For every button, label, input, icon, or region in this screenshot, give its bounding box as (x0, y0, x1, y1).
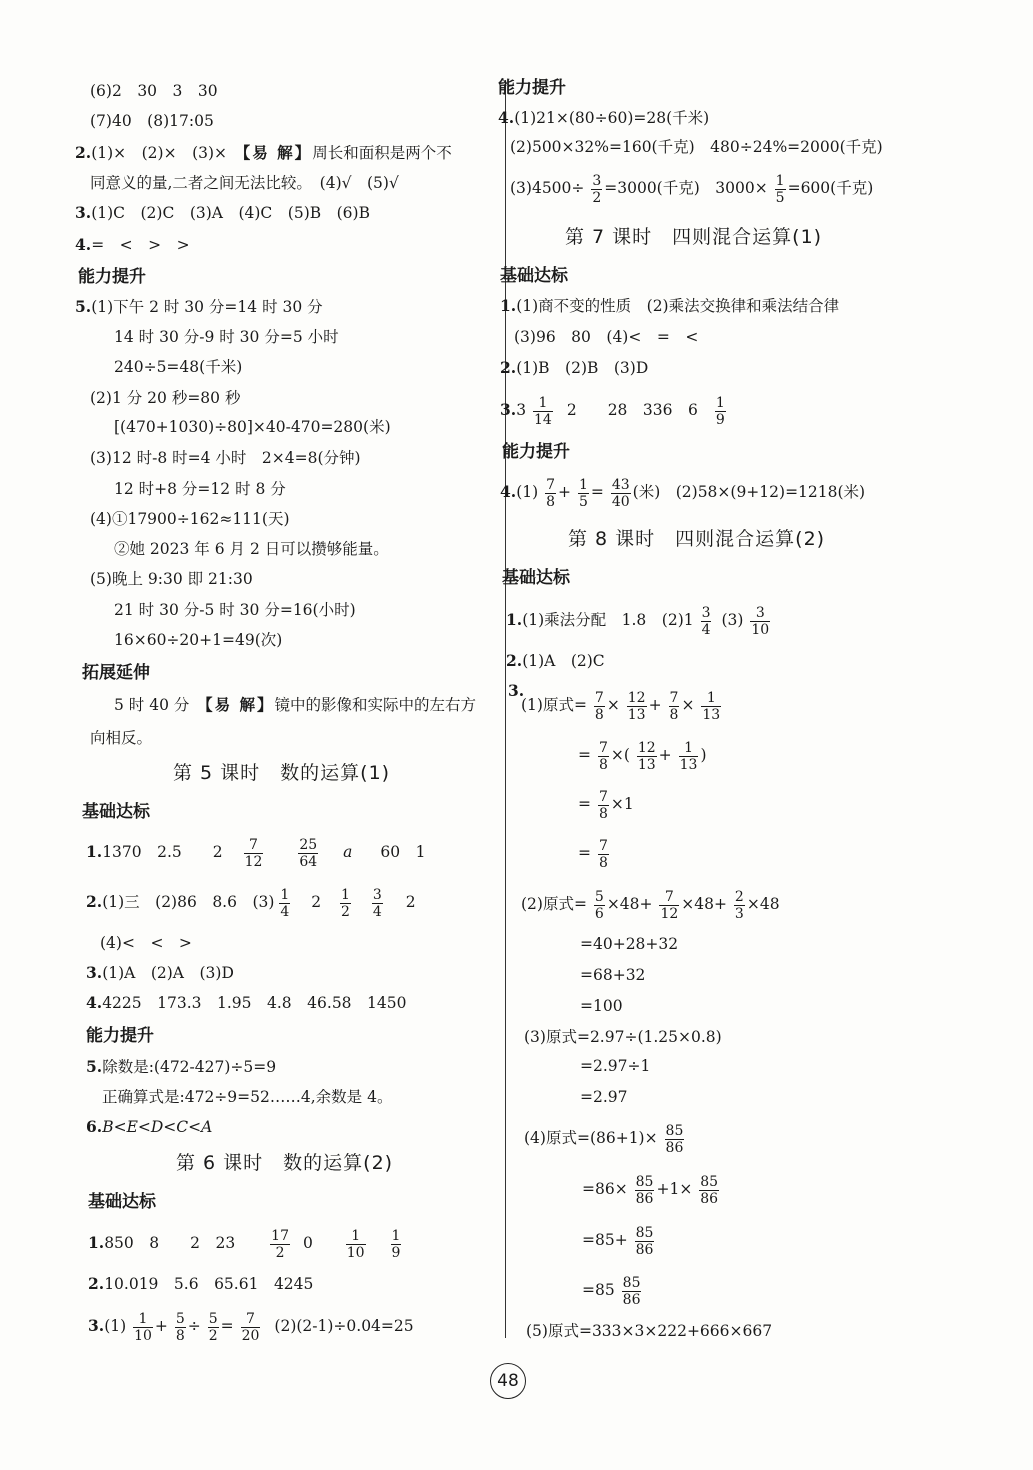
fraction: $\frac{7}{8}$ (598, 837, 608, 871)
answer-line: (6)2 30 3 30 (90, 82, 218, 100)
answer-text: 镜中的影像和实际中的左右方 (274, 696, 477, 714)
answer-line: (3)12 时-8 时=4 小时 2×4=8(分钟) (90, 449, 361, 467)
answer-text: B<E<D<C<A (102, 1118, 213, 1136)
section-heading: 能力提升 (86, 1026, 154, 1046)
section-heading: 拓展延伸 (82, 663, 150, 683)
operator: + (558, 483, 572, 501)
answer-line: [(470+1030)÷80]×40-470=280(米) (114, 418, 391, 436)
answer-text: =3000(千克) 3000× (604, 179, 768, 197)
operator: + (154, 1317, 168, 1335)
fraction: $\frac{7}{8}$ (669, 689, 679, 723)
item-number: 3. (508, 681, 525, 700)
item-number: 4. (498, 108, 515, 127)
operator: ÷ (187, 1317, 201, 1335)
answer-text: (1)原式= (521, 696, 587, 714)
answer-text: (1)B (2)B (3)D (516, 359, 649, 377)
section-heading: 基础达标 (502, 568, 570, 588)
answer-text: =86× (582, 1180, 628, 1198)
answer-line: 240÷5=48(千米) (114, 358, 243, 376)
calc-line (521, 886, 780, 922)
calc-line (578, 737, 707, 773)
answer-text: 0 (302, 1234, 313, 1252)
fraction: $\frac{25}{64}$ (299, 836, 318, 870)
fraction: $\frac{7}{8}$ (598, 788, 608, 822)
fraction: $\frac{1}{14}$ (534, 394, 552, 428)
answer-text: = < > > (91, 236, 190, 254)
answer-line (86, 834, 425, 870)
answer-line (498, 108, 709, 128)
fraction: $\frac{1}{10}$ (346, 1227, 365, 1261)
fraction: $\frac{1}{13}$ (679, 739, 698, 773)
item-number: 3. (86, 963, 103, 982)
operator: + (648, 696, 662, 714)
fraction: $\frac{1}{5}$ (775, 172, 785, 206)
answer-text: (1) (104, 1317, 127, 1335)
operator: = (578, 746, 591, 764)
answer-line: (2)1 分 20 秒=80 秒 (90, 389, 241, 407)
fraction: $\frac{12}{13}$ (637, 739, 656, 773)
calc-line: =40+28+32 (580, 935, 679, 953)
answer-text: 2 28 336 6 (566, 401, 698, 419)
answer-line (75, 297, 323, 317)
answer-line (500, 474, 865, 510)
fraction: $\frac{1}{9}$ (715, 394, 725, 428)
section-heading: 基础达标 (82, 802, 150, 822)
fraction: $\frac{3}{4}$ (372, 886, 382, 920)
fraction: $\frac{85}{86}$ (635, 1173, 654, 1207)
fraction: $\frac{5}{6}$ (594, 888, 604, 922)
answer-text: 除数是:(472-427)÷5=9 (102, 1058, 277, 1076)
fraction: $\frac{7}{8}$ (546, 476, 556, 510)
fraction: $\frac{7}{8}$ (594, 689, 604, 723)
operator: = (578, 844, 591, 862)
fraction: $\frac{7}{20}$ (241, 1310, 260, 1344)
answer-line: (7)40 (8)17:05 (90, 112, 214, 130)
answer-line: 正确算式是:472÷9=52……4,余数是 4。 (102, 1088, 393, 1106)
answer-line (510, 170, 873, 206)
answer-text: ×48 (746, 895, 780, 913)
answer-line (500, 358, 648, 378)
operator: = (578, 795, 591, 813)
answer-text: 3 (516, 401, 527, 419)
lesson-title: 第 8 课时 四则混合运算(2) (568, 528, 826, 550)
answer-line (88, 1308, 414, 1344)
fraction: $\frac{85}{86}$ (700, 1173, 719, 1207)
calc-line: (3)原式=2.97÷(1.25×0.8) (524, 1028, 722, 1046)
fraction: $\frac{85}{86}$ (635, 1224, 654, 1258)
calc-line (578, 786, 634, 822)
fraction: $\frac{3}{2}$ (592, 172, 602, 206)
answer-line (500, 296, 839, 316)
fraction: $\frac{85}{86}$ (622, 1274, 641, 1308)
section-heading: 能力提升 (502, 442, 570, 462)
lesson-title: 第 5 课时 数的运算(1) (173, 762, 391, 784)
answer-line (75, 143, 452, 163)
answer-text: 10.019 5.6 65.61 4245 (104, 1275, 314, 1293)
fraction: $\frac{1}{4}$ (280, 886, 290, 920)
answer-text: =85 (582, 1281, 615, 1299)
answer-text: 60 1 (380, 843, 426, 861)
item-number: 6. (86, 1117, 103, 1136)
calc-line (582, 1171, 721, 1207)
answer-text: ×48+ (606, 895, 653, 913)
fraction: $\frac{1}{2}$ (341, 886, 350, 920)
answer-line (86, 1057, 276, 1077)
answer-line: (4)①17900÷162≈111(天) (90, 510, 290, 528)
operator: ×( (610, 746, 630, 764)
answer-text: 5 时 40 分 (114, 696, 205, 714)
fraction: $\frac{5}{2}$ (208, 1310, 218, 1344)
answer-line: 向相反。 (90, 729, 153, 747)
answer-text: (3) (721, 611, 744, 629)
answer-text: (1)三 (2)86 8.6 (3) (102, 893, 275, 911)
answer-line: 同意义的量,二者之间无法比较。 (4)√ (5)√ (90, 174, 399, 192)
fraction: $\frac{12}{13}$ (627, 689, 646, 723)
fraction: $\frac{7}{8}$ (598, 739, 608, 773)
fraction: $\frac{17}{2}$ (271, 1227, 289, 1261)
answer-text: =600(千克) (787, 179, 874, 197)
operator: ) (700, 746, 707, 764)
calc-line (521, 687, 723, 723)
answer-text: (4)原式=(86+1)× (524, 1129, 658, 1147)
fraction: $\frac{43}{40}$ (611, 476, 630, 510)
section-heading: 基础达标 (500, 266, 568, 286)
operator: = (590, 483, 604, 501)
answer-line (88, 1225, 403, 1261)
answer-line (506, 602, 772, 638)
fraction: $\frac{7}{12}$ (244, 836, 263, 870)
fraction: $\frac{2}{3}$ (734, 888, 744, 922)
item-number: 1. (88, 1233, 105, 1252)
item-number: 2. (86, 892, 103, 911)
fraction: $\frac{5}{8}$ (175, 1310, 185, 1344)
answer-text: +1× (656, 1180, 693, 1198)
answer-text: (1) (516, 483, 539, 501)
answer-line (86, 993, 407, 1013)
answer-text: 1370 2.5 2 (102, 843, 223, 861)
section-heading: 能力提升 (78, 267, 146, 287)
answer-text: (1)A (2)A (3)D (102, 964, 234, 982)
section-heading: 基础达标 (88, 1192, 156, 1212)
answer-text: 2 (405, 893, 416, 911)
operator: × (606, 696, 620, 714)
lesson-title: 第 7 课时 四则混合运算(1) (565, 226, 823, 248)
answer-text: a (343, 843, 353, 861)
answer-text: (1)商不变的性质 (2)乘法交换律和乘法结合律 (516, 297, 840, 315)
answer-line: 21 时 30 分-5 时 30 分=16(小时) (114, 601, 356, 619)
calc-line (524, 1120, 686, 1156)
answer-line (88, 1274, 313, 1294)
item-number: 5. (75, 297, 92, 316)
answer-line: 16×60÷20+1=49(次) (114, 631, 283, 649)
fraction: $\frac{1}{10}$ (134, 1310, 152, 1344)
answer-text: (1)A (2)C (522, 652, 605, 670)
item-number: 2. (500, 358, 517, 377)
answer-text: (1)21×(80÷60)=28(千米) (514, 109, 710, 127)
item-number: 2. (506, 651, 523, 670)
item-number: 1. (500, 296, 517, 315)
answer-line: (2)500×32%=160(千克) 480÷24%=2000(千克) (510, 138, 883, 156)
section-heading: 能力提升 (498, 78, 566, 98)
item-number: 4. (86, 993, 103, 1012)
answer-line (75, 235, 190, 255)
fraction: $\frac{1}{13}$ (702, 689, 721, 723)
answer-text: (3)4500÷ (510, 179, 585, 197)
answer-line: (5)晚上 9:30 即 21:30 (90, 570, 253, 588)
tip-label: 【易 解】 (204, 696, 275, 714)
lesson-title: 第 6 课时 数的运算(2) (176, 1152, 394, 1174)
answer-line: 14 时 30 分-9 时 30 分=5 小时 (114, 328, 339, 346)
item-number: 1. (86, 842, 103, 861)
answer-line (500, 392, 728, 428)
calc-line (578, 835, 611, 871)
fraction: $\frac{1}{9}$ (391, 1227, 401, 1261)
answer-text: (1)C (2)C (3)A (4)C (5)B (6)B (91, 204, 370, 222)
item-number: 3. (500, 400, 517, 419)
answer-text: 850 8 2 23 (104, 1234, 236, 1252)
operator: = (220, 1317, 234, 1335)
answer-text: =85+ (582, 1231, 628, 1249)
calc-line (582, 1272, 643, 1308)
answer-text: (2)原式= (521, 895, 587, 913)
fraction: $\frac{3}{4}$ (701, 604, 711, 638)
item-number: 1. (506, 610, 523, 629)
fraction: $\frac{3}{10}$ (751, 604, 770, 638)
answer-line: (4)< < > (100, 934, 192, 952)
item-number: 3. (88, 1316, 105, 1335)
calc-line: =2.97 (580, 1088, 628, 1106)
answer-text: (米) (2)58×(9+12)=1218(米) (632, 483, 866, 501)
page-number: 48 (490, 1363, 526, 1399)
answer-text: (1)乘法分配 1.8 (2)1 (522, 611, 694, 629)
answer-text: ×1 (610, 795, 634, 813)
answer-text: (1)× (2)× (3)× (91, 144, 243, 162)
answer-line: 12 时+8 分=12 时 8 分 (114, 480, 286, 498)
operator: + (658, 746, 672, 764)
answer-line: (3)96 80 (4)< = < (514, 328, 699, 346)
answer-text: 周长和面积是两个不 (312, 144, 452, 162)
calc-line: =2.97÷1 (580, 1057, 651, 1075)
item-number: 2. (75, 143, 92, 162)
item-number: 4. (75, 235, 92, 254)
answer-text: 4225 173.3 1.95 4.8 46.58 1450 (102, 994, 407, 1012)
calc-line (582, 1222, 656, 1258)
item-number: 5. (86, 1057, 103, 1076)
calc-line: (5)原式=333×3×222+666×667 (526, 1322, 773, 1340)
fraction: $\frac{7}{12}$ (660, 888, 679, 922)
answer-line (86, 963, 234, 983)
answer-line (86, 884, 416, 920)
fraction: $\frac{1}{5}$ (578, 476, 588, 510)
operator: × (681, 696, 695, 714)
answer-text: (1)下午 2 时 30 分=14 时 30 分 (91, 298, 323, 316)
calc-line: =68+32 (580, 966, 646, 984)
item-number: 4. (500, 482, 517, 501)
answer-line (75, 203, 370, 223)
answer-text: (2)(2-1)÷0.04=25 (274, 1317, 414, 1335)
item-number: 3. (75, 203, 92, 222)
answer-line (114, 695, 476, 715)
answer-line (506, 651, 605, 671)
answer-line (86, 1117, 212, 1137)
calc-line: =100 (580, 997, 623, 1015)
answer-text: 2 (311, 893, 322, 911)
answer-line: ②她 2023 年 6 月 2 日可以攒够能量。 (114, 540, 389, 558)
fraction: $\frac{85}{86}$ (665, 1122, 684, 1156)
item-number: 2. (88, 1274, 105, 1293)
answer-text: ×48+ (681, 895, 727, 913)
tip-label: 【易 解】 (242, 144, 313, 162)
